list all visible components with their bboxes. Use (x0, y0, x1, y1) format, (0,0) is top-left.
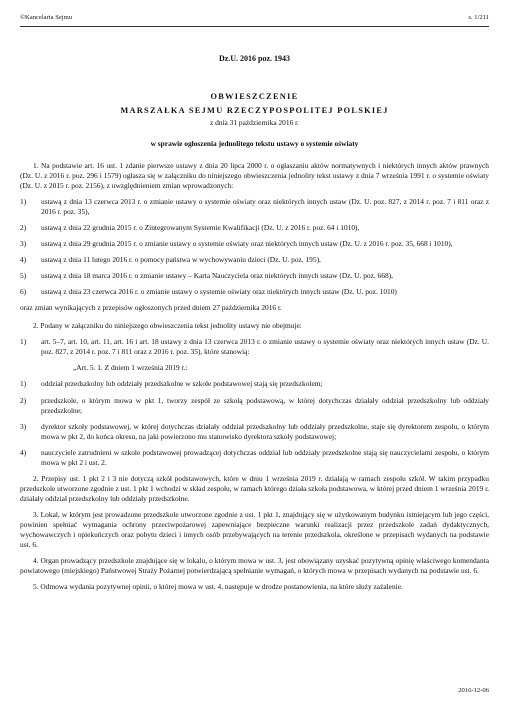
page-header (20, 14, 489, 27)
list-item-text: ustawą z dnia 22 grudnia 2015 r. o Zintegrowanym Systemie Kwalifikacji (Dz. U. z 2016 r. poz. 64 i 1010), (41, 222, 360, 232)
list-item (20, 422, 489, 442)
list-item-number: 4) (20, 254, 27, 264)
list-item-text: ustawą z dnia 11 lutego 2016 r. o pomocy państwa w wychowywaniu dzieci (Dz. U. poz. 195), (41, 254, 321, 264)
list-item (20, 271, 489, 281)
article-points (20, 379, 489, 467)
copyright-label: ©Kancelaria Sejmu (20, 14, 73, 21)
list-item-number: 2) (20, 222, 27, 232)
amendments-note: oraz zmian wynikających z przepisów ogłoszonych przed dniem 27 października 2016 r. (20, 303, 282, 313)
document-issuer: MARSZAŁKA SEJMU RZECZYPOSPOLITEJ POLSKIEJ (120, 106, 389, 116)
list-item-number: 1) (20, 379, 27, 389)
paragraph-1: 1. Na podstawie art. 16 ust. 1 zdanie pierwsze ustawy z dnia 20 lipca 2000 r. o ogłaszaniu aktów normatywnych i niektórych innych aktów prawnych (Dz. U. z 2016 r. poz. 296 i 1579) ogłasza się w załączniku do niniejszego obwieszczenia jednolity tekst ustawy z dnia 7 września 1991 r. o systemie oświaty (Dz. U. z 2015 r. poz. 2156), z uwzględnieniem zmian wprowadzonych: (20, 160, 489, 190)
list-item (20, 287, 489, 297)
list-item-number: 6) (20, 287, 27, 297)
list-item (20, 396, 489, 416)
list-item-text: ustawą z dnia 18 marca 2016 r. o zmianie ustawy – Karta Nauczyciela oraz niektórych innych ustaw (Dz. U. poz. 668), (41, 271, 393, 281)
list-item (20, 239, 489, 249)
list-item-text: ustawą z dnia 29 grudnia 2015 r. o zmianie ustawy o systemie oświaty oraz niektórych innych ustaw (Dz. U. z 2016 r. poz. 35, 668 i 1010), (41, 238, 453, 248)
list-item (20, 223, 489, 233)
exclusion-item (20, 337, 489, 357)
list-item-number: 2) (20, 395, 27, 405)
list-item-number: 1) (20, 337, 27, 347)
list-item-number: 4) (20, 447, 27, 457)
list-item-text: oddział przedszkolny lub oddziały przedszkolne w szkole podstawowej stają się przedszkolem; (41, 379, 323, 389)
document-subject: w sprawie ogłoszenia jednolitego tekstu ustawy o systemie oświaty (150, 139, 359, 149)
document-date: z dnia 31 października 2016 r. (209, 118, 300, 128)
list-item-number: 5) (20, 271, 27, 281)
page-number: s. 1/211 (468, 14, 489, 21)
footer-date: 2016-12-06 (458, 687, 489, 694)
list-item-text: ustawą z dnia 23 czerwca 2016 r. o zmianie ustawy o systemie oświaty oraz niektórych innych ustaw (Dz. U. poz. 1010) (41, 287, 397, 297)
list-item (20, 255, 489, 265)
list-item-number: 3) (20, 238, 27, 248)
paragraph-2: 2. Podany w załączniku do niniejszego obwieszczenia tekst jednolity ustawy nie obejmuje: (33, 321, 302, 331)
article-paragraph: 2. Przepisy ust. 1 pkt 2 i 3 nie dotyczą szkół podstawowych, które w dniu 1 września 2019 r. działają w ramach zespołu szkół. W takim przypadku przedszkole utworzone zgodnie z ust. 1 pkt 1 wchodzi w skład zespołu, w ramach którego działa szkoła podstawowa, w której przed dniem 1 września 2019 r. działały oddział przedszkolny lub oddziały przedszkolne. (20, 473, 489, 504)
article-paragraph: 3. Lokal, w którym jest prowadzone przedszkole utworzone zgodnie z ust. 1 pkt 1, znajdujący się w użytkowanym budynku istniejącym lub jego części, powinien spełniać wymagania ochrony przeciwpożarowej zapewniające bezpieczne warunki realizacji przez przedszkole zadań dydaktycznych, wychowawczych i opiekuńczych oraz pobytu dzieci i innych osób przebywających na terenie przedszkola, określone w przepisach wydanych na podstawie ust. 6. (20, 510, 489, 550)
list-item (20, 379, 489, 389)
article-paragraph: 5. Odmowa wydania pozytywnej opinii, o której mowa w ust. 4, następuje w drodze postanowienia, na które służy zażalenie. (33, 582, 403, 592)
amendments-list (20, 197, 489, 297)
list-item (20, 197, 489, 217)
article-paragraph: 4. Organ prowadzący przedszkole znajdujące się w lokalu, o którym mowa w ust. 3, jest obowiązany uzyskać pozytywną opinię właściwego komendanta powiatowego (miejskiego) Państwowej Straży Pożarnej potwierdzającą spełnianie wymagań, o których mowa w przepisach wydanych na podstawie ust. 6. (20, 556, 489, 576)
list-item-text: nauczyciele zatrudnieni w szkole podstawowej prowadzącej dotychczas oddział lub oddziały przedszkolne stają się nauczycielami zespołu, o którym mowa w pkt 2 i ust. 2. (41, 447, 489, 467)
document-title: OBWIESZCZENIE (210, 91, 299, 101)
list-item-text: przedszkole, o którym mowa w pkt 1, tworzy zespół ze szkołą podstawową, w której dotychczas działały oddział przedszkolny lub oddziały przedszkolne; (41, 395, 489, 415)
list-item-text: ustawą z dnia 13 czerwca 2013 r. o zmianie ustawy o systemie oświaty oraz niektórych innych ustaw (Dz. U. poz. 827, z 2014 r. poz. 7 i 811 oraz z 2016 r. poz. 35), (41, 196, 489, 216)
list-item-text: dyrektor szkoły podstawowej, w której dotychczas działały oddział przedszkolny lub oddziały przedszkolne, staje się dyrektorem zespołu, o którym mowa w pkt 2, do końca okresu, na jaki powierzono mu stanowisko dyrektora szkoły podstawowej; (41, 421, 489, 441)
list-item (20, 448, 489, 468)
list-item-number: 1) (20, 196, 27, 206)
list-item-text: art. 5–7, art. 10, art. 11, art. 16 i art. 18 ustawy z dnia 13 czerwca 2013 r. o zmianie ustawy o systemie oświaty oraz niektórych innych ustaw (Dz. U. poz. 827, z 2014 r. poz. 7 i 811 oraz z 2016 r. poz. 35), które stanowią: (41, 337, 489, 357)
document-id: Dz.U. 2016 poz. 1943 (218, 53, 291, 63)
list-item-number: 3) (20, 421, 27, 431)
article-heading: „Art. 5. 1. Z dniem 1 września 2019 r.: (73, 363, 188, 373)
